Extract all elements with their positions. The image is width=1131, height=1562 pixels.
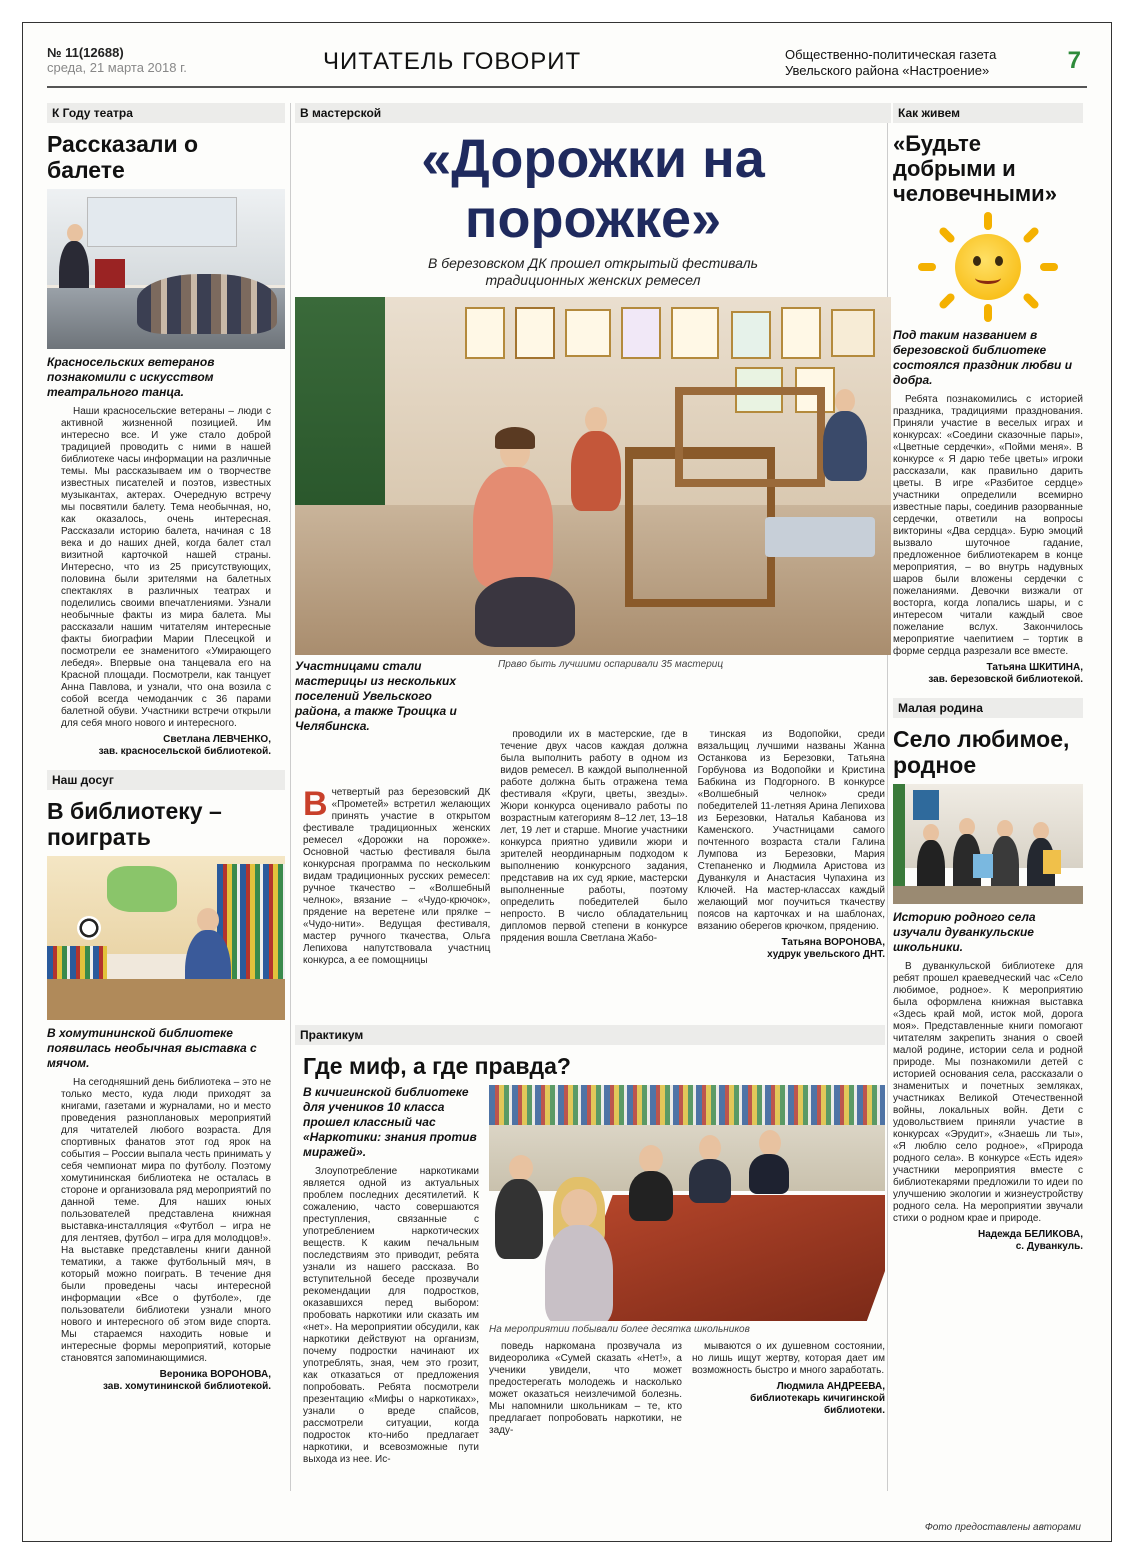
photo-ballet xyxy=(47,189,285,349)
author-role: библиотекарь кичигинской библиотеки. xyxy=(750,1393,885,1416)
author-name: Людмила АНДРЕЕВА, xyxy=(776,1381,885,1392)
right-column xyxy=(893,103,1083,1253)
photo-class-hour xyxy=(489,1085,885,1321)
column-divider xyxy=(290,103,291,1491)
sun-illustration xyxy=(893,212,1083,322)
issue-number: № 11(12688) xyxy=(47,45,124,60)
feature-headline: «Дорожки на порожке» xyxy=(421,129,765,249)
article-body: В дуванкульской библиотеке для ребят прошел краеведческий час «Село любимое, родное». К мероприятию была оформлена книжная выставка «Здесь край мой, исток мой, дорога моя». Представленные книги помогают читателям закрепить знания о своей малой родине, истории села и родной природе. Мы познакомили детей с историей основания села, рассказали о знаменитых и почетных земляках, участниках Великой Отечественной войны, локальных войн. Дети с удовольствием приняли участие в конкурсах «Эрудит», «Знаешь ли ты», «Я люблю село родное», «Природа родного села». В конкурсе «Есть идея» участники мероприятия вместе с библиотекарями предложили то идеи по улучшению экологии и жизнеустройству родного села. На мероприятии звучали стихи о родном крае и природе. xyxy=(893,961,1083,1224)
feature-body xyxy=(303,729,885,967)
article-body: Ребята познакомились с историей праздника, традициями празднования. Приняли участие в веселых играх и конкурсах: «Соедини сказочные пары», «Цветные сердечки», «Пойми меня». В конкурсе « Я дарю тебе цветы» игроки рассказали, как правильно дарить цветы. В игре «Разбитое сердце» участники определили всемирно известные пары, соединив разорванные сердечки, ответили на вопросы викторины «Два сердца». Бурю эмоций вызвало шуточное гадание, предложенное библиотекарем в конце мероприятия, – во внутрь надувных шаров были вложены сердечки с пожеланиями. Девочки визжали от восторга, когда лопались шары, и с интересом читали каждый свое пожелание вслух. Закончилось мероприятие чаепитием – тортик в форме сердца разрезали все вместе. xyxy=(893,394,1083,657)
feature-lead: Участницами стали мастерицы из нескольких поселений Увельского района, а также Троицка и Челябинска. xyxy=(295,659,457,733)
article-body-col2: поведь наркомана прозвучала из видеоролика «Сумей сказать «Нет!», а ученики увидели, что может предостерегать молодежь и насколько может оказаться неизлечимой болезнь. Мы напомнили школьникам – те, кто предлагает попробовать наркотики, не заду- xyxy=(489,1341,682,1436)
photo-caption: Право быть лучшими оспаривали 35 мастериц xyxy=(498,659,724,670)
author-name: Надежда БЕЛИКОВА, xyxy=(977,1229,1083,1240)
article-body: На сегодняшний день библиотека – это не только место, куда люди приходят за книгами, газетами и журналами, но и место проведения разноплановых мероприятий для читателей любого возраста. Для спортивных фанатов этот год ярок на события – России выпала честь принимать у себя чемпионат мира по футболу. Поэтому хомутининская библиотека не осталась в стороне и организовала ряд мероприятий по данной теме. Для наших юных пользователей представлена книжная выставка-инсталляция «Футбол – игра не для лентяев, футбол – игра для молодцов!». На выставке представлены книги данной тематики, а также футбольный мяч, в который можно поиграть. В течение дня были проведены часы интересной информации «Все о футболе», где пользователи библиотеки узнали много нового и интересного об этом виде спорта. Мы стараемся находить новые и интересные формы мероприятий, которые становятся запоминающимися. xyxy=(61,1077,271,1364)
author-role: зав. хомутининской библиотекой. xyxy=(102,1381,271,1392)
article-lead: Историю родного села изучали дуванкульские школьники. xyxy=(893,910,1036,954)
photo-library-football xyxy=(47,856,285,1020)
feature-subhead: В березовском ДК прошел открытый фестиваль традиционных женских ремесел xyxy=(428,255,758,288)
rubric-label: К Году театра xyxy=(47,103,285,123)
author-role: худрук увельского ДНТ. xyxy=(767,949,885,960)
issue-info xyxy=(47,45,207,75)
article-headline: Рассказали о балете xyxy=(47,131,199,183)
article-body: Наши красносельские ветераны – люди с активной жизненной позицией. Им интересно все. И уже стало доброй традицией проводить с ними в нашей библиотеке часы информации на различные темы. Мы рассказываем им о творчестве известных писателей и поэтов, известных музыкантах, актерах. Очередную встречу мы посвятили балету. Тема необычная, но, как оказалось, очень интересная. Рассказали историю балета, начиная с 18 века и до наших дней, когда балет стал визитной карточкой нашей страны. Интересно, что из 25 присутствующих, половина были зрителями на балетных спектаклях в различных театрах и поделились своими впечатлениями. Узнали необычные факты из мира балета. Мы рассказали нашим читателям интересные факты биографии Марии Плесецкой и посмотрели ее знаменитого «Умирающего лебедя». Впервые она танцевала его на Красной площади. Посмотрели, как танцует Анна Павлова, и узнали, что она возила с собой всегда чемоданчик с 36 парами балетной обуви. Участники встречи открыли для себя много нового и интересного. xyxy=(61,406,271,729)
drop-cap: В xyxy=(303,785,328,823)
rubric-label: Практикум xyxy=(295,1025,885,1045)
header-rule xyxy=(47,86,1087,88)
left-column xyxy=(47,103,285,1393)
rubric-label: В мастерской xyxy=(295,103,891,123)
photo-credit: Фото предоставлены авторами xyxy=(924,1522,1081,1533)
issue-date: среда, 21 марта 2018 г. xyxy=(47,60,187,75)
rubric-label: Как живем xyxy=(893,103,1083,123)
photo-village-kids xyxy=(893,784,1083,904)
rubric-label: Малая родина xyxy=(893,698,1083,718)
author-role: с. Дуванкуль. xyxy=(1015,1241,1083,1252)
newspaper-page xyxy=(22,22,1112,1542)
middle-column xyxy=(295,103,891,734)
article-lead: Красносельских ветеранов познакомили с искусством театрального танца. xyxy=(47,355,215,399)
feature-body-col3: тинская из Водопойки, среди вязальщиц лучшими названы Жанна Останкова из Березовки, Татьяна Горбунова из Водопойки и Кристина Бабкина из Подгорного. В конкурсе «Волшебный челнок» среди победителей 11-летняя Арина Лепихова из Березовки, Наталья Кабанова из Каменского. Участницами самого почтенного возраста стали Галина Лумпова из Березовки, Мария Степаненко и Людмила Аристова из Дуванкуля и Анастасия Чупахина из Ключей. На мастер-классах каждый желающий мог поучиться ткачеству поясов на карточках и на шаблонах, вязанию оберегов крючком, прядению. xyxy=(697,729,885,932)
article-lead: В хомутининской библиотеке появилась необычная выставка с мячом. xyxy=(47,1026,257,1070)
feature-body-col2: проводили их в мастерские, где в течение двух часов каждая должна была выполнить работу в одном из видов ремесел. В каждой выполненной работе должна быть отражена тема фестиваля «Круги, цветы, звезды». Жюри конкурса оценивало работы по возрастным категориям 8–12 лет, 13–18 лет, 19 лет и старше. Многие участники конкурса приятно удивили жюри и зрителей неординарным подходом к выполнению конкурсного задания, представив на их суд яркие, мастерски выполненные работы, поэтому определить победителей было непросто. В число обладательниц дипломов первой степени в конкурсе прядения вошла Светлана Жабо- xyxy=(500,729,688,944)
page-number: 7 xyxy=(1067,47,1081,74)
article-headline: Село любимое, родное xyxy=(893,726,1070,778)
article-headline: Где миф, а где правда? xyxy=(303,1053,571,1079)
sun-icon xyxy=(955,234,1021,300)
author-name: Светлана ЛЕВЧЕНКО, xyxy=(163,734,271,745)
article-headline: «Будьте добрыми и человечными» xyxy=(893,131,1057,206)
rubric-label: Наш досуг xyxy=(47,770,285,790)
feature-body-col1: четвертый раз березовский ДК «Прометей» встретил желающих принять участие в открытом фестивале традиционных женских ремесел «Дорожки на порожке». Основной частью фестиваля была конкурсная программа по нескольким видам традиционных русских ремесел: ручное ткачество – «Волшебный челнок», вязание – «Чудо-крючок», прядение на веретене или прялке – «Чудо-нити». Ведущая фестиваля, мастер ручного ткачества, Ольга Лепихова напутствовала участниц конкурса, а ее помощницы xyxy=(303,787,491,966)
article-body-col3: мываются о их душевном состоянии, но лишь ищут жертву, которая дает им возможность быстро и много заработать. xyxy=(692,1341,885,1376)
paper-name xyxy=(785,47,996,79)
article-practicum xyxy=(295,1025,885,1466)
article-body-col1: Злоупотребление наркотиками является одной из актуальных проблем последних десятилетий. К сожалению, часто совершаются преступления, связанные с употреблением наркотических веществ. К каким печальным последствиям это приводит, ребята узнали из нашего рассказа. Во вступительной беседе прозвучали рекомендации для подростков, оказавшихся перед выбором: пробовать наркотики или сказать им «нет». На мероприятии обсудили, как наркотики действуют на организм, почему подростки начинают их употреблять, зная, чем это грозит, как отказаться от предложения попробовать. Ребята посмотрели презентацию «Мифы о наркотиках», узнали о вреде спайсов, рассмотрели ситуации, когда подросток кто-нибо предлагает наркотики, и всевозможные пути выхода из нее. Ис- xyxy=(303,1166,479,1465)
author-role: зав. березовской библиотекой. xyxy=(928,674,1083,685)
section-title: ЧИТАТЕЛЬ ГОВОРИТ xyxy=(323,48,582,75)
author-name: Вероника ВОРОНОВА, xyxy=(159,1369,271,1380)
photo-weaving xyxy=(295,297,891,655)
paper-line-1: Общественно-политическая газета xyxy=(785,47,997,62)
author-name: Татьяна ВОРОНОВА, xyxy=(781,937,885,948)
article-headline: В библиотеку – поиграть xyxy=(47,798,222,850)
article-lead: Под таким названием в березовской библиотеке состоялся праздник любви и добра. xyxy=(893,328,1073,387)
author-name: Татьяна ШКИТИНА, xyxy=(986,662,1083,673)
photo-caption: На мероприятии побывали более десятка школьников xyxy=(489,1324,750,1335)
paper-line-2: Увельского района «Настроение» xyxy=(785,63,990,78)
article-lead: В кичигинской библиотеке для учеников 10 класса прошел классный час «Наркотики: знания против миражей». xyxy=(303,1085,477,1159)
author-role: зав. красносельской библиотекой. xyxy=(98,746,271,757)
